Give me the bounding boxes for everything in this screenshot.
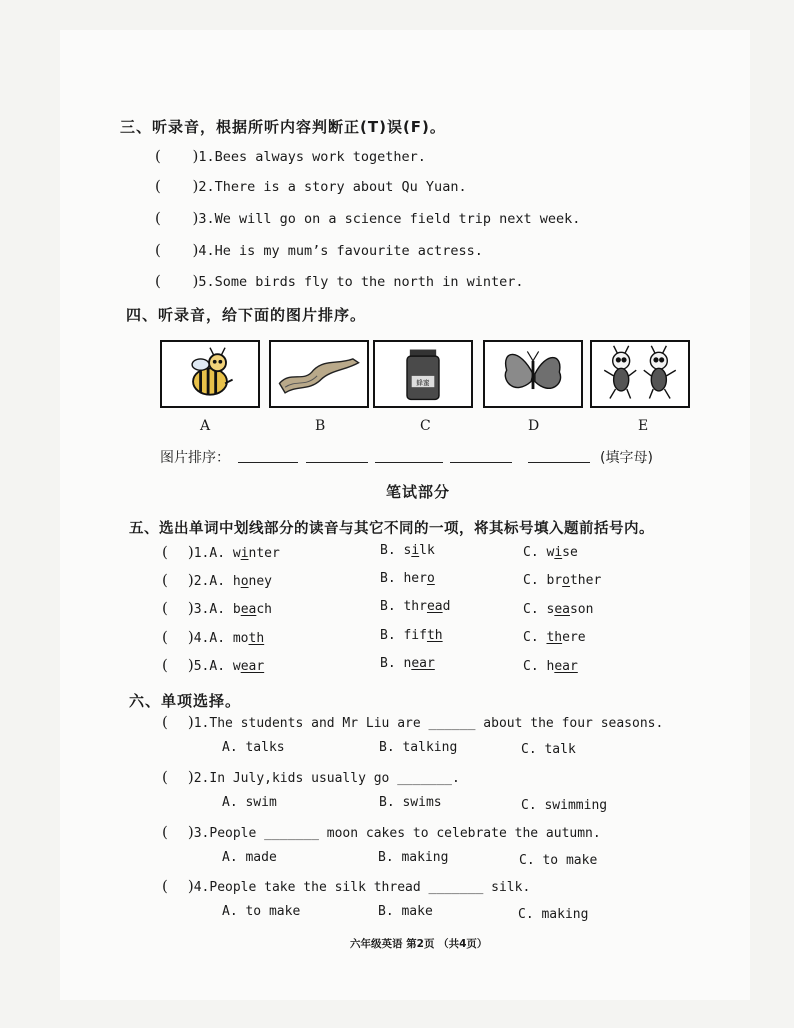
option-b[interactable]: B. silk [380,543,435,558]
question-number: 1. [193,546,210,561]
table-row: ( )2.A. honey [162,571,272,589]
answer-paren-close: ) [192,209,199,227]
picture-a [160,340,260,408]
order-blank-2[interactable] [306,462,368,463]
answer-paren[interactable]: ( [155,272,161,290]
question-number: 3. [193,602,210,617]
order-label: 图片排序： [160,450,230,466]
list-item [155,240,483,259]
statement-text: 2.There is a story about Qu Yuan. [198,179,467,195]
question-number: 2. [193,574,210,589]
section-3-heading: 三、听录音，根据所听内容判断正(T)误(F)。 [120,118,446,136]
option-a[interactable]: A. wear [209,659,265,674]
option-a[interactable]: A. honey [209,574,272,589]
option-c[interactable]: C. talk [521,742,576,757]
order-hint: (填字母) [600,450,653,466]
order-blank-3[interactable] [375,462,443,463]
section-6-heading: 六、单项选择。 [129,692,242,710]
option-c[interactable]: C. making [518,907,589,922]
list-item [155,146,426,165]
statement-text: 4.He is my mum’s favourite actress. [198,243,483,259]
answer-paren[interactable]: ( [155,209,161,227]
honey-jar-icon [375,342,471,406]
picture-c [373,340,473,408]
option-c[interactable]: C. wise [523,545,578,560]
option-c[interactable]: C. to make [519,853,598,868]
picture-e [590,340,690,408]
picture-letter-c: C [420,418,431,434]
answer-paren[interactable]: ( [162,571,168,589]
option-c[interactable]: C. swimming [521,798,608,813]
ants-icon [592,342,688,406]
question-4: ( )4.People take the silk thread _______ silk. [162,877,531,895]
option-b[interactable]: B. make [378,904,433,919]
section-5-heading: 五、选出单词中划线部分的读音与其它不同的一项，将其标号填入题前括号内。 [129,521,654,537]
bee-icon [162,342,258,406]
answer-paren[interactable]: ( [155,241,161,259]
option-a[interactable]: A. swim [222,795,277,810]
silk-cloth-icon [271,342,367,406]
answer-paren-close: ) [192,177,199,195]
picture-letter-a: A [200,418,211,434]
list-item [155,176,467,195]
answer-paren[interactable]: ( [162,543,168,561]
answer-paren[interactable]: ( [162,877,168,895]
option-a[interactable]: A. beach [209,602,272,617]
written-part-title: 笔试部分 [386,483,451,501]
answer-paren[interactable]: ( [162,823,168,841]
answer-paren[interactable]: ( [162,713,168,731]
option-b[interactable]: B. near [380,656,435,671]
option-b[interactable]: B. thread [380,599,451,614]
table-row: ( )3.A. beach [162,599,272,617]
picture-letter-b: B [315,418,326,434]
option-a[interactable]: A. moth [209,631,265,646]
answer-paren[interactable]: ( [162,768,168,786]
question-text: 1.The students and Mr Liu are ______ about the four seasons. [193,716,664,731]
page-footer: 六年级英语 第2页 （共4页） [350,938,488,950]
question-text: 4.People take the silk thread _______ silk. [193,880,531,895]
statement-text: 3.We will go on a science field trip next week. [198,211,581,227]
picture-letter-d: D [528,418,540,434]
order-blank-5[interactable] [528,462,590,463]
question-number: 4. [193,631,210,646]
table-row: ( )5.A. wear [162,656,265,674]
answer-paren-close: ) [192,241,199,259]
option-c[interactable]: C. hear [523,659,578,674]
answer-paren-close: ) [192,272,199,290]
butterfly-icon [485,342,581,406]
option-a[interactable]: A. made [222,850,277,865]
question-text: 2.In July,kids usually go _______. [193,771,460,786]
answer-paren[interactable]: ( [162,599,168,617]
option-a[interactable]: A. talks [222,740,285,755]
option-c[interactable]: C. brother [523,573,602,588]
option-a[interactable]: A. winter [209,546,280,561]
option-b[interactable]: B. hero [380,571,435,586]
question-1: ( )1.The students and Mr Liu are ______ about the four seasons. [162,713,664,731]
question-3: ( )3.People _______ moon cakes to celebrate the autumn. [162,823,601,841]
question-number: 5. [193,659,210,674]
picture-b [269,340,369,408]
option-c[interactable]: C. season [523,602,594,617]
picture-letter-e: E [638,418,649,434]
option-a[interactable]: A. to make [222,904,301,919]
table-row: ( )1.A. winter [162,543,280,561]
question-2: ( )2.In July,kids usually go _______. [162,768,460,786]
order-blank-4[interactable] [450,462,512,463]
option-b[interactable]: B. talking [379,740,458,755]
list-item [155,271,523,290]
table-row: ( )4.A. moth [162,628,265,646]
picture-d [483,340,583,408]
answer-paren[interactable]: ( [162,628,168,646]
option-b[interactable]: B. swims [379,795,442,810]
answer-paren-close: ) [192,147,199,165]
statement-text: 5.Some birds fly to the north in winter. [198,274,524,290]
statement-text: 1.Bees always work together. [198,149,426,165]
answer-paren[interactable]: ( [155,177,161,195]
section-4-heading: 四、听录音，给下面的图片排序。 [126,306,367,324]
answer-paren[interactable]: ( [155,147,161,165]
question-text: 3.People _______ moon cakes to celebrate the autumn. [193,826,601,841]
option-c[interactable]: C. there [523,630,586,645]
order-blank-1[interactable] [238,462,298,463]
option-b[interactable]: B. making [378,850,449,865]
option-b[interactable]: B. fifth [380,628,443,643]
jar-label: 蜂蜜 [416,378,430,387]
answer-paren[interactable]: ( [162,656,168,674]
list-item [155,208,580,227]
